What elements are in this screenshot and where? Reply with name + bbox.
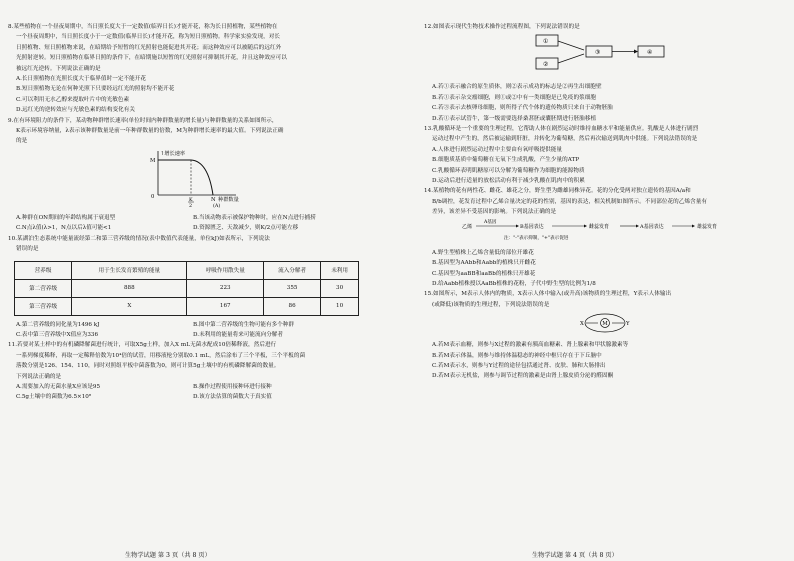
growth-rate-graph	[8, 147, 370, 209]
q9-option-b: B.当该动物表示被保护物种时，应在N点进行捕捞	[193, 214, 316, 221]
page-3	[8, 22, 370, 541]
q11-option-d: D.该方法估算的菌数大于真实值	[193, 394, 272, 401]
q10-options-row	[8, 320, 370, 330]
question-12	[424, 22, 786, 124]
q13-line: 13.乳酸循环是一个重要的生理过程，它帮助人体在剧烈运动时维持血糖水平和能量供应。乳酸是人体进行剧烈	[424, 126, 699, 133]
graph-k-label: K	[189, 197, 193, 203]
footer-page-3: 生物学试题 第 3 页（共 8 页）	[125, 552, 211, 559]
q11-option-a: A.需要加入的无菌水量X应该是95	[16, 383, 101, 390]
graph-xlabel: 种群数量	[218, 196, 239, 203]
question-10	[8, 234, 370, 341]
q11-line: 11.若要对某土样中的有机磷降解菌进行统计，可取X5g土样，加入X mL无菌水配成10倍稀释液，然后进行	[8, 342, 277, 349]
flow-arrow	[558, 54, 584, 63]
page-4	[424, 22, 786, 541]
q15-line: 15.如图所示，M表示人体内的物质，X表示人体中输入(或升高)该物质的生理过程，Y表示人体输出	[424, 291, 672, 298]
q11-option-c: C.5g土壤中的菌数为6.5×10⁸	[16, 394, 92, 401]
table-cell: 86	[264, 297, 321, 315]
question-11	[8, 340, 370, 402]
table-header: 用于生长发育繁殖的能量	[72, 261, 187, 279]
q14-line: 差异，该差异不受基因的影响。下列说法正确的是	[432, 209, 557, 216]
q8-line: 光照射逆转。短日照植物在临界日照的条件下，在暗期施以短暂的红光照射可抑制其开花，并且这种效应可以	[16, 55, 287, 62]
arrowhead	[584, 224, 587, 227]
graph-two-label: 2	[189, 203, 193, 209]
table-cell: 223	[187, 279, 264, 297]
q9-options-row	[8, 213, 370, 223]
q8-line: 8.某些植物在一个昼夜周期中，当日照长度大于一定数值(临界日长)才能开花，称为长日照植物，某些植物在	[8, 24, 278, 30]
question-14	[424, 186, 786, 289]
graph-origin: 0	[151, 193, 155, 200]
q12-title: 12.如图表示现代生物技术操作过程流程图，下列说法错误的是	[424, 24, 580, 30]
question-9	[8, 116, 370, 234]
q14-line: 14.某植物的花有两性花、雌花、雄花之分，野生型为雌雄同株异花。花的分化受两对独立遗传的基因A/a和	[424, 188, 691, 195]
table-header-row	[15, 261, 359, 279]
q8-option-d: D.远红光的逆转效应与光敏色素的结构变化有关	[16, 107, 136, 114]
q9-option-d: D.资源匮乏、天敌减少，则K/2点可能左移	[193, 225, 299, 232]
q9-options-row	[8, 223, 370, 233]
y-label: Y	[626, 321, 630, 328]
q14-line: B/b调控，花发育过程中乙烯合量决定的花的性别，基因的表达，相关机制如图所示。不同部位花的乙烯含量有	[432, 198, 707, 205]
table-header: 未利用	[321, 261, 359, 279]
q8-option-a: A.长日照植物在光照长度大于临界值时一定不能开花	[16, 76, 147, 83]
table-cell: 10	[321, 297, 359, 315]
table-cell: 888	[72, 279, 187, 297]
a-gene-label: A基因	[484, 219, 497, 225]
table-header: 呼吸作用散失量	[187, 261, 264, 279]
table-header: 流入分解者	[264, 261, 321, 279]
q14-option-b: B.基因型为AAbb和Aabb的植株只开雌花	[432, 260, 536, 267]
q8-line: 一个昼夜周期中，当日照长度小于一定数值(临界日长)才能开花，称为短日照植物。科学家实验发现，对长	[16, 34, 281, 41]
flow-diagram	[424, 32, 786, 78]
table-cell: 167	[187, 297, 264, 315]
q11-line: 下列说法正确的是	[16, 373, 62, 380]
m-label: M	[602, 321, 608, 328]
flow-box-1-label: ①	[543, 38, 549, 46]
b-gene-label: B基因表达	[520, 223, 544, 230]
q13-option-c: C.乳酸循环表明肌糖原可以分解为葡萄糖作为细胞的能源物质	[432, 167, 585, 174]
table-header: 营养级	[15, 261, 72, 279]
growth-rate-curve	[158, 160, 213, 195]
q10-line: 10.某湖泊生态系统中能量流经第二和第三营养级的情况(表中数值代表能量，单位kJ)如表所示，下列说法	[8, 235, 270, 242]
graph-n-label: N	[211, 196, 216, 203]
q13-line: 运动过程中产生的，然后被运输到肝脏，并转化为葡萄糖，然后再次输送到肌肉中供能。下列说法错误的是	[432, 136, 698, 143]
arrowhead	[692, 224, 695, 227]
table-row	[15, 279, 359, 297]
table-row	[15, 297, 359, 315]
q9-option-a: A.种群在ON期间的年龄结构属于衰退型	[16, 214, 116, 221]
q10-option-c: C.表中第三营养级中X值应为336	[16, 331, 99, 338]
q9-line: 9.在有环境阻力的条件下，某动物种群增长速率(单位时间内种群数量的增长量)与种群数量的关系如图所示，	[8, 117, 278, 124]
q12-option-b: B.若①表示杂交瘤细胞，则①或②中有一类细胞是已免疫的浆细胞	[432, 94, 597, 101]
male-development-label: 雄蕊发育	[697, 223, 718, 230]
a-express-label: A基因表达	[640, 223, 664, 230]
q12-option-a: A.若①表示融合的原生质体，则②表示成功的标志是②再生出细胞壁	[432, 84, 602, 91]
table-cell: X	[72, 297, 187, 315]
table-cell: 第二营养级	[15, 279, 72, 297]
q9-option-c: C.N点λ值(λ>1，N点以后λ值可能<1	[16, 225, 112, 232]
q15-option-d: D.若M表示无机盐，则参与调节过程的激素是由肾上腺皮质分泌的醛固酮	[432, 373, 614, 380]
table-cell: 355	[264, 279, 321, 297]
q8-line: 被远红光逆转。下列说法正确的是	[16, 65, 101, 72]
arrowhead	[636, 224, 639, 227]
q15-option-b: B.若M表示体温，则参与维持体温稳态的神经中枢只存在于下丘脑中	[432, 352, 602, 359]
q10-line: 错误的是	[16, 246, 39, 253]
q15-line: (或降低)该物质的生理过程，下列说法错误的是	[432, 301, 550, 308]
q10-option-a: A.第二营养级的同化量为1496 kJ	[16, 321, 100, 328]
flow-box-2-label: ②	[543, 61, 549, 69]
q14-option-c: C.基因型为aaBB和aaBb的植株只开雄花	[432, 270, 536, 277]
q13-option-a: A.人体进行剧烈运动过程中主要由有氧呼吸提供能量	[432, 146, 563, 153]
q10-option-b: B.图中第二营养级的生物可能有多个种群	[193, 321, 294, 328]
graph-ylabel: ↑增长速率	[160, 150, 186, 157]
q11-line: 落数分别是126、154、110，同时对照组平板中菌落数为0，则可计算5g土壤中的有机磷降解菌的数量。	[16, 363, 280, 370]
flow-box-4-label: ④	[647, 49, 653, 57]
q8-option-c: C.可以利用无水乙醇来提取叶片中的光敏色素	[16, 96, 130, 103]
q9-line: 的是	[16, 138, 28, 145]
flow-arrowhead	[634, 50, 638, 54]
q15-option-c: C.若M表示水，则参与Y过程的途径包括通过肾、皮肤、肺和大肠排出	[432, 362, 606, 369]
flow-box-3-label: ③	[595, 49, 601, 57]
table-cell: 30	[321, 279, 359, 297]
diagram-legend: 注："-"表示抑制，"+"表示促进	[504, 235, 569, 241]
q10-options-row	[8, 330, 370, 340]
q8-line: 日照植物、短日照植物来说，在暗期给予短暂的红光照射也能促进其开花；而这种效应可以被随后的远红外	[16, 44, 282, 51]
q9-line: K表示环境容纳量，λ表示该种群数量是前一年种群数量的倍数，M为种群增长速率的最大值。下列说法正确	[16, 128, 284, 135]
gene-regulation-diagram	[424, 218, 786, 244]
q8-option-b: B.短日照植物无论在何种光照下只要经远红光的照射均不能开花	[16, 86, 175, 93]
q11-line: 一系列梯度稀释，再取一定稀释倍数为10⁴倍的试管，用移液枪分别取0.1 mL，然后涂布了三个平板，三个平板的菌	[16, 352, 306, 359]
q14-option-a: A.野生型植株上乙烯含量低的部位开雄花	[432, 249, 534, 256]
q11-option-b: B.操作过程使用接种环进行接种	[193, 383, 272, 390]
question-8	[8, 22, 370, 116]
table-cell: 第三营养级	[15, 297, 72, 315]
q13-option-d: D.运动后进行适量的放松活动有利于减少乳酸在肌肉中的积累	[432, 178, 585, 185]
question-13	[424, 124, 786, 186]
energy-table	[14, 261, 359, 316]
flow-arrow	[558, 41, 584, 50]
graph-caption: (A)	[213, 203, 221, 209]
footer-page-4: 生物学试题 第 4 页（共 8 页）	[532, 552, 618, 559]
q10-option-d: D.未利用的能量将来可能流向分解者	[193, 331, 283, 338]
q13-option-b: B.细胞质基质中葡萄糖在无氧下生成乳酸，产生少量的ATP	[432, 157, 580, 164]
question-15	[424, 289, 786, 381]
q11-options-row	[8, 382, 370, 392]
q14-option-d: D.给Aabb植株授以AaBb植株的花粉，子代中野生型的比例为1/8	[432, 280, 596, 287]
x-label: X	[580, 321, 584, 328]
q12-option-c: C.若③表示去核卵母细胞，则所得子代个体的遗传物质只来自于动物胚胎	[432, 105, 613, 112]
q12-option-d: D.若①表示试管牛，第一级需要选择桑葚胚或囊胚期进行胚胎移植	[432, 115, 597, 122]
q11-options-row	[8, 392, 370, 402]
ethylene-label: 乙烯	[462, 223, 473, 230]
xmy-cycle-diagram	[424, 310, 786, 336]
graph-m-label: M	[150, 157, 156, 164]
female-development-label: 雌蕊发育	[589, 223, 610, 230]
arrowhead	[516, 224, 519, 227]
q15-option-a: A.若M表示血糖，则参与X过程的激素有胰高血糖素、肾上腺素和甲状腺激素等	[432, 342, 629, 349]
